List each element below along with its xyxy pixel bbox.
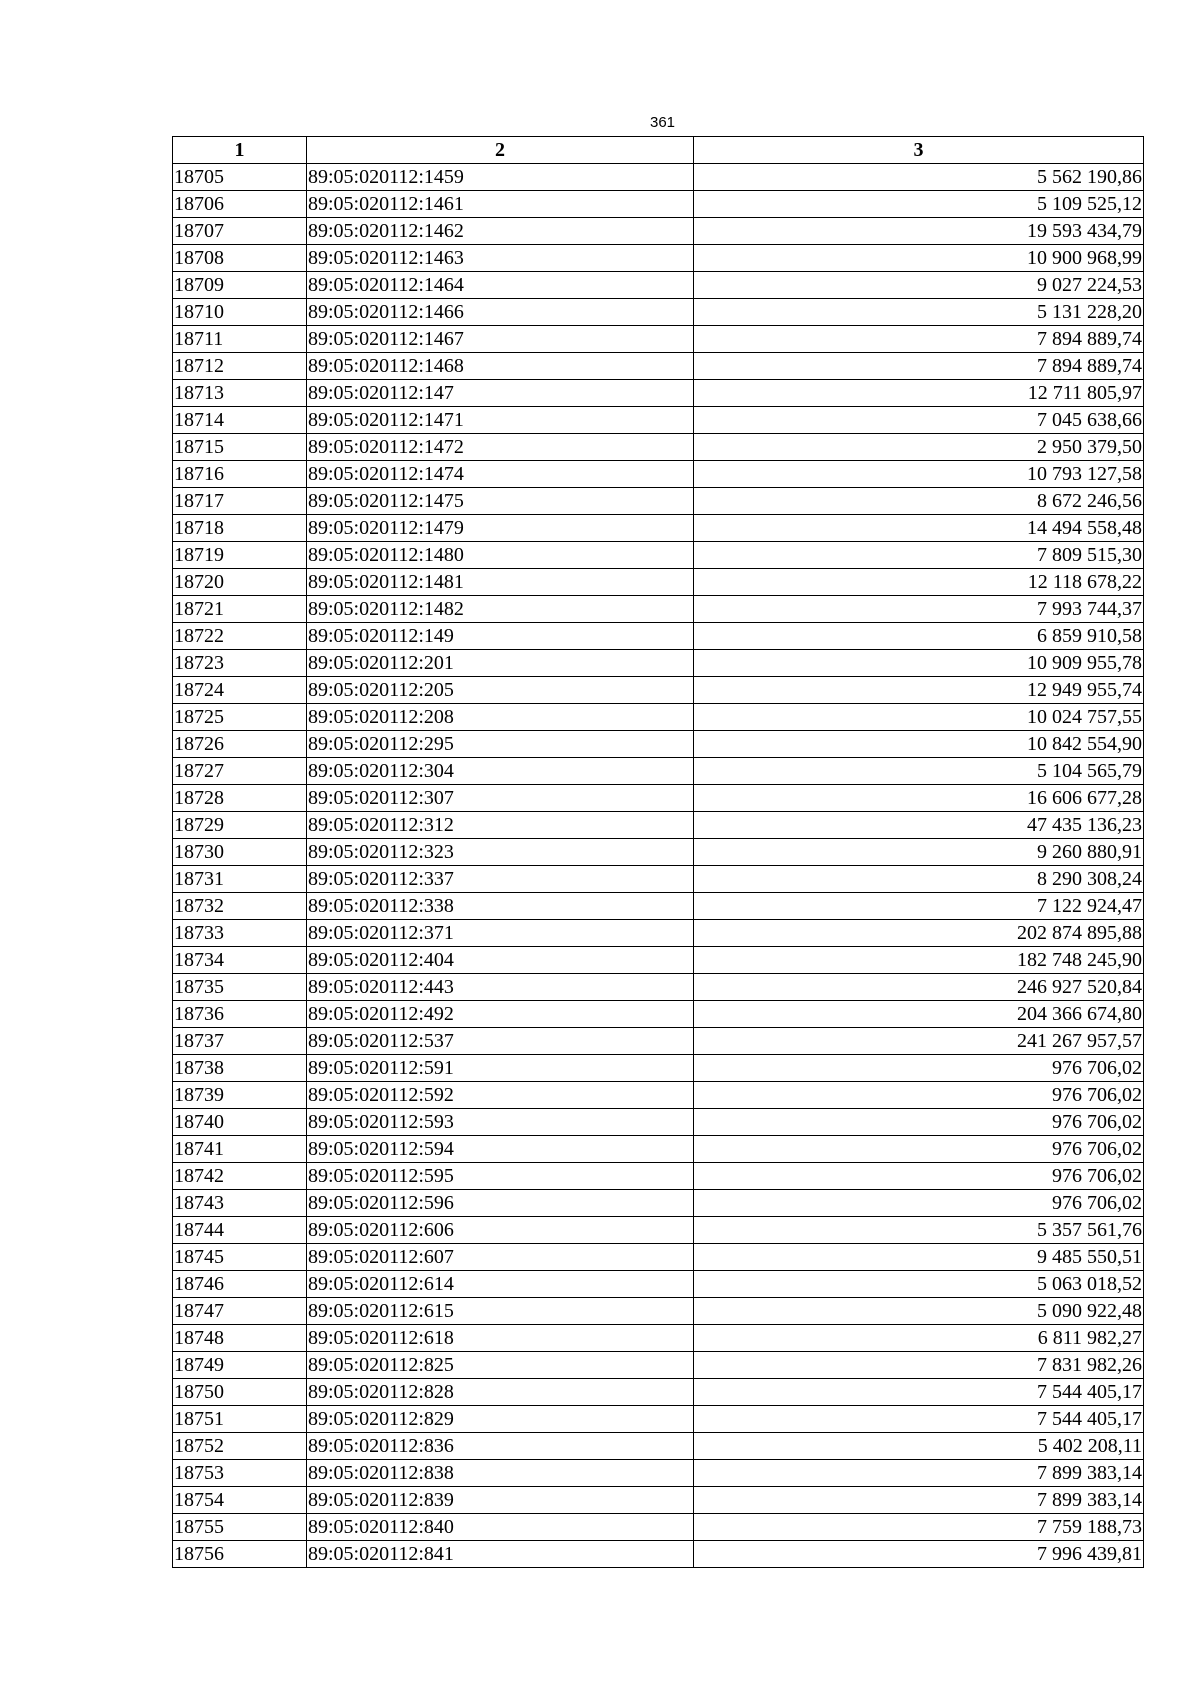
cadastral-value-cell: 5 104 565,79 [694, 758, 1144, 785]
cadastral-number-cell: 89:05:020112:838 [307, 1460, 694, 1487]
cadastral-value-cell: 5 402 208,11 [694, 1433, 1144, 1460]
cadastral-value-cell: 5 357 561,76 [694, 1217, 1144, 1244]
row-number-cell: 18731 [173, 866, 307, 893]
cadastral-value-table [172, 136, 1144, 1568]
cadastral-number-cell: 89:05:020112:836 [307, 1433, 694, 1460]
cadastral-value-cell: 6 811 982,27 [694, 1325, 1144, 1352]
row-number-cell: 18735 [173, 974, 307, 1001]
row-number-cell: 18707 [173, 218, 307, 245]
table-row [173, 1217, 1144, 1244]
row-number-cell: 18726 [173, 731, 307, 758]
row-number-cell: 18724 [173, 677, 307, 704]
cadastral-value-cell: 16 606 677,28 [694, 785, 1144, 812]
table-row [173, 1541, 1144, 1568]
table-row [173, 839, 1144, 866]
table-row [173, 650, 1144, 677]
row-number-cell: 18729 [173, 812, 307, 839]
table-row [173, 326, 1144, 353]
cadastral-number-cell: 89:05:020112:1463 [307, 245, 694, 272]
cadastral-value-cell: 7 894 889,74 [694, 353, 1144, 380]
cadastral-value-cell: 7 996 439,81 [694, 1541, 1144, 1568]
cadastral-number-cell: 89:05:020112:1464 [307, 272, 694, 299]
cadastral-number-cell: 89:05:020112:492 [307, 1001, 694, 1028]
table-row [173, 299, 1144, 326]
table-row [173, 1055, 1144, 1082]
cadastral-value-cell: 976 706,02 [694, 1136, 1144, 1163]
table-row [173, 785, 1144, 812]
row-number-cell: 18755 [173, 1514, 307, 1541]
cadastral-number-cell: 89:05:020112:607 [307, 1244, 694, 1271]
table-row [173, 1136, 1144, 1163]
cadastral-value-cell: 7 809 515,30 [694, 542, 1144, 569]
column-header-1: 1 [173, 137, 307, 164]
row-number-cell: 18745 [173, 1244, 307, 1271]
cadastral-value-cell: 10 900 968,99 [694, 245, 1144, 272]
cadastral-value-cell: 7 544 405,17 [694, 1379, 1144, 1406]
cadastral-value-cell: 10 793 127,58 [694, 461, 1144, 488]
cadastral-number-cell: 89:05:020112:1467 [307, 326, 694, 353]
table-row [173, 812, 1144, 839]
cadastral-number-cell: 89:05:020112:1474 [307, 461, 694, 488]
row-number-cell: 18708 [173, 245, 307, 272]
cadastral-value-cell: 12 949 955,74 [694, 677, 1144, 704]
row-number-cell: 18709 [173, 272, 307, 299]
row-number-cell: 18730 [173, 839, 307, 866]
cadastral-value-cell: 2 950 379,50 [694, 434, 1144, 461]
row-number-cell: 18723 [173, 650, 307, 677]
cadastral-number-cell: 89:05:020112:593 [307, 1109, 694, 1136]
table-row [173, 1352, 1144, 1379]
table-row [173, 1487, 1144, 1514]
cadastral-number-cell: 89:05:020112:829 [307, 1406, 694, 1433]
cadastral-number-cell: 89:05:020112:1475 [307, 488, 694, 515]
row-number-cell: 18710 [173, 299, 307, 326]
table-row [173, 974, 1144, 1001]
row-number-cell: 18721 [173, 596, 307, 623]
row-number-cell: 18754 [173, 1487, 307, 1514]
row-number-cell: 18749 [173, 1352, 307, 1379]
table-row [173, 1379, 1144, 1406]
cadastral-number-cell: 89:05:020112:201 [307, 650, 694, 677]
cadastral-number-cell: 89:05:020112:1479 [307, 515, 694, 542]
row-number-cell: 18716 [173, 461, 307, 488]
table-row [173, 488, 1144, 515]
cadastral-value-cell: 14 494 558,48 [694, 515, 1144, 542]
table-row [173, 515, 1144, 542]
table-row [173, 245, 1144, 272]
row-number-cell: 18720 [173, 569, 307, 596]
cadastral-number-cell: 89:05:020112:614 [307, 1271, 694, 1298]
cadastral-value-cell: 5 109 525,12 [694, 191, 1144, 218]
row-number-cell: 18722 [173, 623, 307, 650]
cadastral-number-cell: 89:05:020112:825 [307, 1352, 694, 1379]
row-number-cell: 18742 [173, 1163, 307, 1190]
cadastral-value-cell: 7 993 744,37 [694, 596, 1144, 623]
row-number-cell: 18737 [173, 1028, 307, 1055]
cadastral-value-cell: 47 435 136,23 [694, 812, 1144, 839]
cadastral-number-cell: 89:05:020112:1461 [307, 191, 694, 218]
cadastral-value-cell: 12 118 678,22 [694, 569, 1144, 596]
row-number-cell: 18746 [173, 1271, 307, 1298]
row-number-cell: 18739 [173, 1082, 307, 1109]
cadastral-value-cell: 204 366 674,80 [694, 1001, 1144, 1028]
row-number-cell: 18713 [173, 380, 307, 407]
row-number-cell: 18712 [173, 353, 307, 380]
table-header-row [173, 137, 1144, 164]
row-number-cell: 18744 [173, 1217, 307, 1244]
cadastral-number-cell: 89:05:020112:1472 [307, 434, 694, 461]
cadastral-number-cell: 89:05:020112:1466 [307, 299, 694, 326]
cadastral-number-cell: 89:05:020112:1459 [307, 164, 694, 191]
cadastral-number-cell: 89:05:020112:1462 [307, 218, 694, 245]
cadastral-number-cell: 89:05:020112:595 [307, 1163, 694, 1190]
cadastral-value-cell: 19 593 434,79 [694, 218, 1144, 245]
cadastral-number-cell: 89:05:020112:841 [307, 1541, 694, 1568]
table-row [173, 1028, 1144, 1055]
cadastral-number-cell: 89:05:020112:591 [307, 1055, 694, 1082]
row-number-cell: 18733 [173, 920, 307, 947]
table-row [173, 1001, 1144, 1028]
cadastral-number-cell: 89:05:020112:338 [307, 893, 694, 920]
row-number-cell: 18743 [173, 1190, 307, 1217]
cadastral-number-cell: 89:05:020112:1471 [307, 407, 694, 434]
cadastral-value-cell: 7 045 638,66 [694, 407, 1144, 434]
cadastral-number-cell: 89:05:020112:295 [307, 731, 694, 758]
cadastral-number-cell: 89:05:020112:828 [307, 1379, 694, 1406]
cadastral-number-cell: 89:05:020112:1468 [307, 353, 694, 380]
cadastral-value-cell: 12 711 805,97 [694, 380, 1144, 407]
table-row [173, 1271, 1144, 1298]
row-number-cell: 18705 [173, 164, 307, 191]
row-number-cell: 18715 [173, 434, 307, 461]
cadastral-value-cell: 5 562 190,86 [694, 164, 1144, 191]
row-number-cell: 18753 [173, 1460, 307, 1487]
cadastral-value-cell: 8 290 308,24 [694, 866, 1144, 893]
row-number-cell: 18741 [173, 1136, 307, 1163]
row-number-cell: 18752 [173, 1433, 307, 1460]
column-header-2: 2 [307, 137, 694, 164]
cadastral-number-cell: 89:05:020112:537 [307, 1028, 694, 1055]
table-row [173, 677, 1144, 704]
cadastral-value-cell: 9 027 224,53 [694, 272, 1144, 299]
cadastral-value-cell: 7 899 383,14 [694, 1487, 1144, 1514]
table-row [173, 866, 1144, 893]
table-row [173, 461, 1144, 488]
table-row [173, 1109, 1144, 1136]
table-row [173, 272, 1144, 299]
cadastral-value-cell: 202 874 895,88 [694, 920, 1144, 947]
row-number-cell: 18714 [173, 407, 307, 434]
cadastral-value-cell: 8 672 246,56 [694, 488, 1144, 515]
row-number-cell: 18740 [173, 1109, 307, 1136]
cadastral-number-cell: 89:05:020112:149 [307, 623, 694, 650]
table-row [173, 407, 1144, 434]
cadastral-value-cell: 7 759 188,73 [694, 1514, 1144, 1541]
row-number-cell: 18734 [173, 947, 307, 974]
cadastral-value-cell: 976 706,02 [694, 1190, 1144, 1217]
cadastral-value-cell: 10 909 955,78 [694, 650, 1144, 677]
cadastral-number-cell: 89:05:020112:1481 [307, 569, 694, 596]
table-row [173, 1514, 1144, 1541]
cadastral-value-cell: 7 831 982,26 [694, 1352, 1144, 1379]
cadastral-number-cell: 89:05:020112:615 [307, 1298, 694, 1325]
cadastral-number-cell: 89:05:020112:443 [307, 974, 694, 1001]
cadastral-value-cell: 10 024 757,55 [694, 704, 1144, 731]
cadastral-value-cell: 976 706,02 [694, 1163, 1144, 1190]
table-body [173, 164, 1144, 1568]
cadastral-value-cell: 5 131 228,20 [694, 299, 1144, 326]
cadastral-value-cell: 5 063 018,52 [694, 1271, 1144, 1298]
table-row [173, 920, 1144, 947]
cadastral-number-cell: 89:05:020112:839 [307, 1487, 694, 1514]
cadastral-value-cell: 182 748 245,90 [694, 947, 1144, 974]
cadastral-value-cell: 7 899 383,14 [694, 1460, 1144, 1487]
table-row [173, 191, 1144, 218]
table-row [173, 569, 1144, 596]
cadastral-value-cell: 976 706,02 [694, 1109, 1144, 1136]
cadastral-number-cell: 89:05:020112:606 [307, 1217, 694, 1244]
row-number-cell: 18748 [173, 1325, 307, 1352]
table-row [173, 218, 1144, 245]
cadastral-value-cell: 241 267 957,57 [694, 1028, 1144, 1055]
cadastral-number-cell: 89:05:020112:208 [307, 704, 694, 731]
cadastral-value-cell: 9 260 880,91 [694, 839, 1144, 866]
cadastral-value-cell: 9 485 550,51 [694, 1244, 1144, 1271]
cadastral-number-cell: 89:05:020112:1480 [307, 542, 694, 569]
cadastral-number-cell: 89:05:020112:404 [307, 947, 694, 974]
row-number-cell: 18728 [173, 785, 307, 812]
table-row [173, 1460, 1144, 1487]
table-row [173, 1082, 1144, 1109]
cadastral-number-cell: 89:05:020112:371 [307, 920, 694, 947]
cadastral-value-cell: 7 122 924,47 [694, 893, 1144, 920]
cadastral-number-cell: 89:05:020112:596 [307, 1190, 694, 1217]
cadastral-value-cell: 7 894 889,74 [694, 326, 1144, 353]
table-row [173, 758, 1144, 785]
page-number: 361 [649, 114, 676, 131]
row-number-cell: 18732 [173, 893, 307, 920]
cadastral-number-cell: 89:05:020112:618 [307, 1325, 694, 1352]
cadastral-number-cell: 89:05:020112:594 [307, 1136, 694, 1163]
table-row [173, 1163, 1144, 1190]
row-number-cell: 18717 [173, 488, 307, 515]
cadastral-number-cell: 89:05:020112:307 [307, 785, 694, 812]
row-number-cell: 18751 [173, 1406, 307, 1433]
table-row [173, 1433, 1144, 1460]
table-row [173, 893, 1144, 920]
row-number-cell: 18711 [173, 326, 307, 353]
cadastral-value-cell: 5 090 922,48 [694, 1298, 1144, 1325]
cadastral-value-cell: 976 706,02 [694, 1055, 1144, 1082]
table-row [173, 1298, 1144, 1325]
table-row [173, 1406, 1144, 1433]
cadastral-number-cell: 89:05:020112:840 [307, 1514, 694, 1541]
table-row [173, 353, 1144, 380]
table-row [173, 1244, 1144, 1271]
row-number-cell: 18750 [173, 1379, 307, 1406]
table-row [173, 380, 1144, 407]
table-row [173, 434, 1144, 461]
cadastral-number-cell: 89:05:020112:312 [307, 812, 694, 839]
cadastral-number-cell: 89:05:020112:1482 [307, 596, 694, 623]
cadastral-number-cell: 89:05:020112:592 [307, 1082, 694, 1109]
table-row [173, 731, 1144, 758]
row-number-cell: 18706 [173, 191, 307, 218]
cadastral-value-cell: 6 859 910,58 [694, 623, 1144, 650]
table-row [173, 623, 1144, 650]
cadastral-value-cell: 7 544 405,17 [694, 1406, 1144, 1433]
cadastral-value-cell: 246 927 520,84 [694, 974, 1144, 1001]
cadastral-number-cell: 89:05:020112:147 [307, 380, 694, 407]
table-row [173, 704, 1144, 731]
row-number-cell: 18738 [173, 1055, 307, 1082]
cadastral-number-cell: 89:05:020112:304 [307, 758, 694, 785]
cadastral-number-cell: 89:05:020112:205 [307, 677, 694, 704]
row-number-cell: 18727 [173, 758, 307, 785]
table-row [173, 1190, 1144, 1217]
row-number-cell: 18719 [173, 542, 307, 569]
row-number-cell: 18756 [173, 1541, 307, 1568]
column-header-3: 3 [694, 137, 1144, 164]
row-number-cell: 18718 [173, 515, 307, 542]
table-row [173, 947, 1144, 974]
table-row [173, 542, 1144, 569]
table-row [173, 1325, 1144, 1352]
cadastral-value-cell: 976 706,02 [694, 1082, 1144, 1109]
row-number-cell: 18725 [173, 704, 307, 731]
row-number-cell: 18747 [173, 1298, 307, 1325]
table-row [173, 164, 1144, 191]
cadastral-value-cell: 10 842 554,90 [694, 731, 1144, 758]
table-row [173, 596, 1144, 623]
row-number-cell: 18736 [173, 1001, 307, 1028]
cadastral-number-cell: 89:05:020112:323 [307, 839, 694, 866]
cadastral-number-cell: 89:05:020112:337 [307, 866, 694, 893]
